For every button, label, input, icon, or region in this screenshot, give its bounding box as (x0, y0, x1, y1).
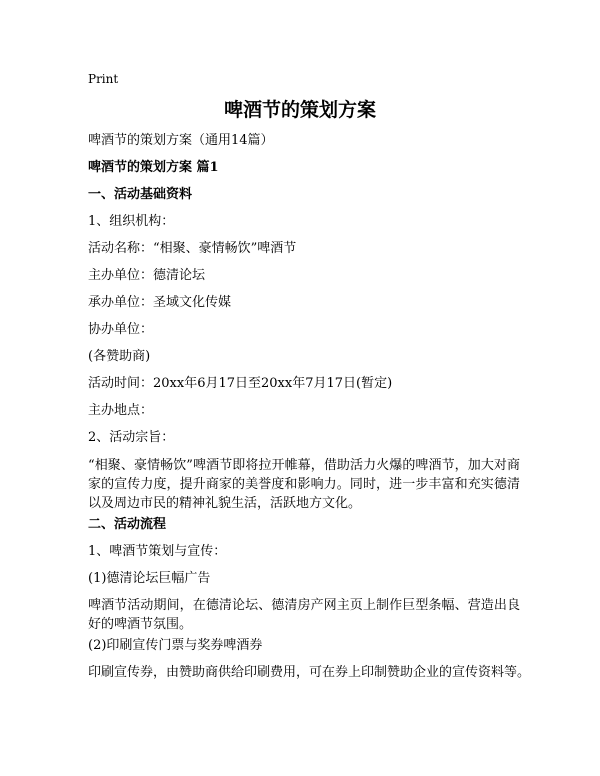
sponsor-note: (各赞助商) (88, 349, 151, 364)
billboard-paragraph: 啤酒节活动期间，在德清论坛、德清房产网主页上制作巨型条幅、营造出良好的啤酒节氛围。 (88, 598, 520, 632)
host-unit: 主办单位：德清论坛 (88, 268, 206, 283)
print-label: Print (88, 72, 119, 86)
purpose-paragraph: “相聚、豪情畅饮”啤酒节即将拉开帷幕，借助活力火爆的啤酒节，加大对商家的宣传力度，提升商家的美誉度和影响力。同时，进一步丰富和充实德清以及周边市民的精神礼貌生活，活跃地方文化。 (88, 458, 520, 511)
heading-basic-info: 一、活动基础资料 (88, 187, 193, 202)
organizer-unit: 承办单位：圣域文化传媒 (88, 295, 232, 310)
tickets-paragraph: 印刷宣传券，由赞助商供给印刷费用，可在券上印制赞助企业的宣传资料等。 (88, 665, 531, 680)
event-name: 活动名称：“相聚、豪情畅饮”啤酒节 (88, 241, 297, 256)
heading-flow: 二、活动流程 (88, 517, 167, 532)
section-title: 啤酒节的策划方案 篇1 (88, 160, 219, 175)
flow-tickets: (2)印刷宣传门票与奖券啤酒券 (88, 638, 263, 653)
item-organization: 1、组织机构： (88, 214, 175, 229)
document-subtitle: 啤酒节的策划方案（通用14篇） (88, 133, 274, 148)
flow-planning: 1、啤酒节策划与宣传： (88, 544, 227, 559)
event-time: 活动时间：20xx年6月17日至20xx年7月17日(暂定) (88, 376, 393, 391)
co-organizer-unit: 协办单位： (88, 322, 154, 337)
item-purpose: 2、活动宗旨： (88, 430, 175, 445)
flow-billboard: (1)德清论坛巨幅广告 (88, 571, 211, 586)
document-title: 啤酒节的策划方案 (223, 99, 376, 121)
event-venue: 主办地点： (88, 403, 154, 418)
